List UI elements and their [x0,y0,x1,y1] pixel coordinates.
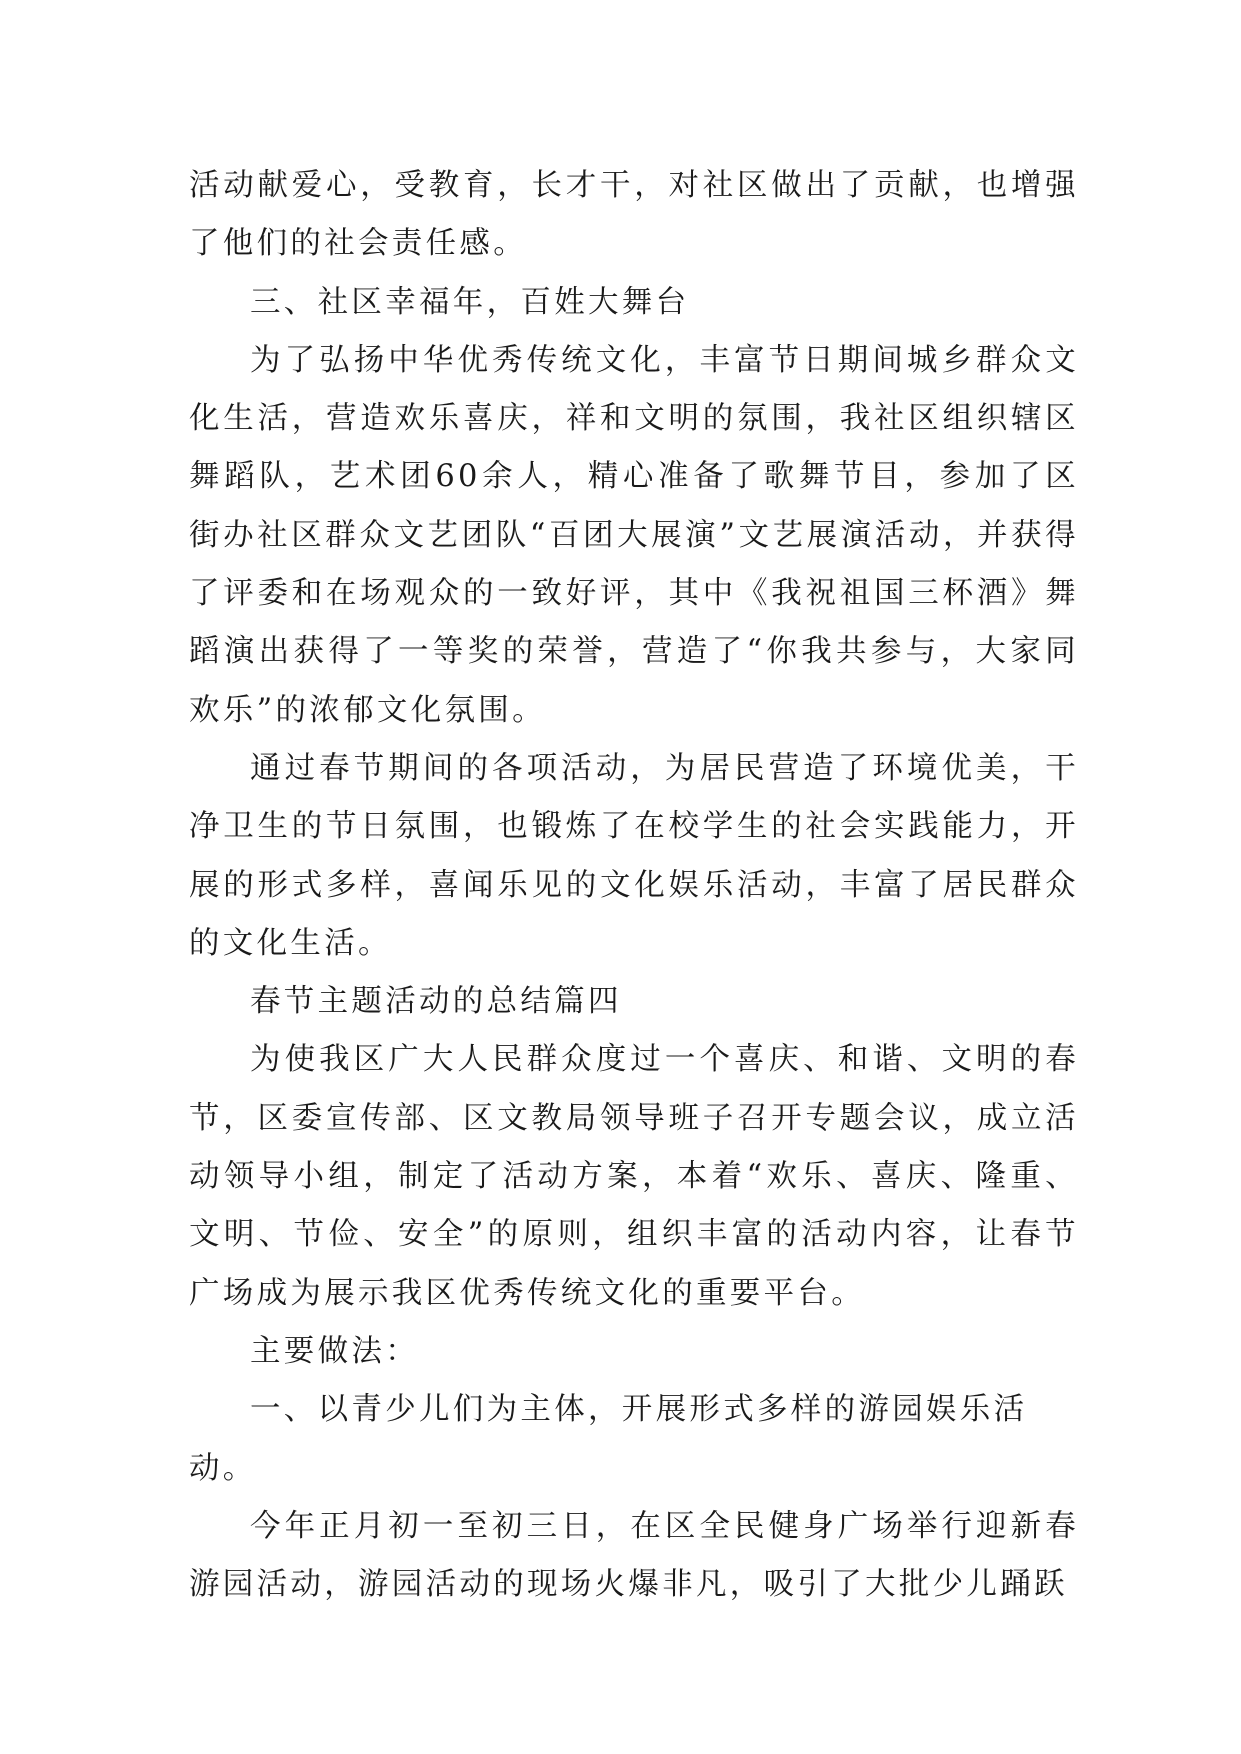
article-title-part-4: 春节主题活动的总结篇四 [250,984,622,1020]
subheading-methods: 主要做法： [250,1333,419,1369]
paragraph-intro: 为使我区广大人民群众度过一个喜庆、和谐、文明的春节，区委宣传部、区文教局领导班子召开专题会议，成立活动领导小组，制定了活动方案，本着“欢乐、喜庆、隆重、文明、节俭、安全”的原则，组织丰富的活动内容，让春节广场成为展示我区优秀传统文化的重要平台。 [189,1042,1079,1311]
document-body [189,157,1079,1614]
paragraph-continuation: 活动献爱心，受教育，长才干，对社区做出了贡献，也增强了他们的社会责任感。 [189,168,1079,262]
section-heading-1: 一、以青少儿们为主体，开展形式多样的游园娱乐活动。 [189,1392,1028,1486]
paragraph-summary: 通过春节期间的各项活动，为居民营造了环境优美，干净卫生的节日氛围，也锻炼了在校学生的社会实践能力，开展的形式多样，喜闻乐见的文化娱乐活动，丰富了居民群众的文化生活。 [189,750,1079,961]
paragraph-garden-party: 今年正月初一至初三日，在区全民健身广场举行迎新春游园活动，游园活动的现场火爆非凡，吸引了大批少儿踊跃 [189,1508,1079,1603]
paragraph-culture: 为了弘扬中华优秀传统文化，丰富节日期间城乡群众文化生活，营造欢乐喜庆，祥和文明的氛围，我社区组织辖区舞蹈队，艺术团60余人，精心准备了歌舞节目，参加了区街办社区群众文艺团队“百团大展演”文艺展演活动，并获得了评委和在场观众的一致好评，其中《我祝祖国三杯酒》舞蹈演出获得了一等奖的荣誉，营造了“你我共参与，大家同欢乐”的浓郁文化氛围。 [189,342,1079,728]
section-heading-3: 三、社区幸福年，百姓大舞台 [250,284,690,320]
